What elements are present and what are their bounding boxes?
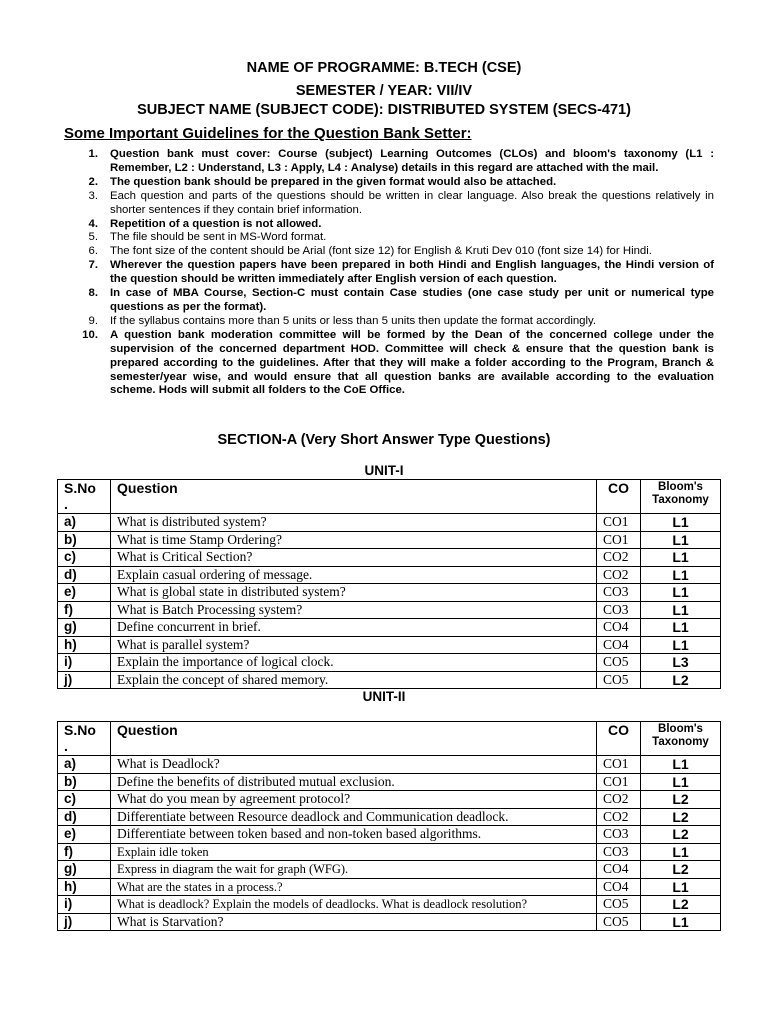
blooms-level-cell: L2 <box>641 808 721 826</box>
blooms-level-cell: L1 <box>641 601 721 619</box>
table-row <box>58 671 721 689</box>
table-row <box>58 636 721 654</box>
sno-cell: c) <box>58 791 111 809</box>
guideline-item: 1. Question bank must cover: Course (subject) Learning Outcomes (CLOs) and bloom's taxonomy (L1 : Remember, L2 : Understand, L3 : Apply, L4 : Analyse) details in this regard are attached with the mail. <box>88 148 714 174</box>
question-header: Question <box>111 722 597 756</box>
question-cell: Explain the concept of shared memory. <box>111 671 597 689</box>
guidelines-title: Some Important Guidelines for the Question Bank Setter: <box>64 125 472 142</box>
question-cell: What is parallel system? <box>111 636 597 654</box>
blooms-level-cell: L1 <box>641 531 721 549</box>
co-cell: CO4 <box>597 636 641 654</box>
blooms-level-cell: L1 <box>641 584 721 602</box>
guideline-item: 7. Wherever the question papers have been prepared in both Hindi and English languages, the Hindi version of the question should be written immediately after English version of each question. <box>88 259 714 286</box>
programme-heading: NAME OF PROGRAMME: B.TECH (CSE) <box>246 60 522 76</box>
question-cell: Differentiate between token based and non-token based algorithms. <box>111 826 597 844</box>
sno-cell: f) <box>58 843 111 861</box>
table-row <box>58 913 721 931</box>
blooms-level-cell: L1 <box>641 756 721 774</box>
blooms-level-cell: L1 <box>641 878 721 896</box>
table-row <box>58 654 721 672</box>
question-cell: What is Critical Section? <box>111 549 597 567</box>
question-cell: Differentiate between Resource deadlock and Communication deadlock. <box>111 808 597 826</box>
blooms-level-cell: L1 <box>641 514 721 532</box>
sno-cell: g) <box>58 619 111 637</box>
guideline-item: 3. Each question and parts of the questions should be written in clear language. Also break the questions relatively in shorter sentences if they contain brief information. <box>88 189 714 216</box>
guideline-item: 2. The question bank should be prepared in the given format would also be attached. <box>88 175 557 188</box>
co-header: CO <box>597 722 641 756</box>
table-row <box>58 878 721 896</box>
question-cell: What is Deadlock? <box>111 756 597 774</box>
question-cell: Define concurrent in brief. <box>111 619 597 637</box>
co-cell: CO5 <box>597 654 641 672</box>
section-a-heading: SECTION-A (Very Short Answer Type Questions) <box>217 432 551 448</box>
sno-header: S.No . <box>58 722 111 756</box>
guideline-item: 5. The file should be sent in MS-Word format. <box>88 231 327 244</box>
blooms-level-cell: L1 <box>641 549 721 567</box>
question-cell: What is Batch Processing system? <box>111 601 597 619</box>
question-cell: Explain casual ordering of message. <box>111 566 597 584</box>
table-row <box>58 566 721 584</box>
blooms-level-cell: L1 <box>641 843 721 861</box>
sno-cell: j) <box>58 671 111 689</box>
sno-cell: d) <box>58 808 111 826</box>
blooms-level-cell: L2 <box>641 861 721 879</box>
unit-1-heading: UNIT-I <box>364 463 404 478</box>
table-row <box>58 601 721 619</box>
table-header-row <box>58 480 721 514</box>
table-row <box>58 808 721 826</box>
sno-cell: i) <box>58 654 111 672</box>
sno-cell: a) <box>58 756 111 774</box>
blooms-header: Bloom's Taxonomy <box>641 480 721 514</box>
question-header: Question <box>111 480 597 514</box>
co-cell: CO2 <box>597 549 641 567</box>
question-cell: Explain the importance of logical clock. <box>111 654 597 672</box>
co-cell: CO4 <box>597 619 641 637</box>
co-cell: CO1 <box>597 531 641 549</box>
co-cell: CO2 <box>597 566 641 584</box>
blooms-header: Bloom's Taxonomy <box>641 722 721 756</box>
co-cell: CO3 <box>597 826 641 844</box>
blooms-level-cell: L1 <box>641 566 721 584</box>
co-cell: CO5 <box>597 671 641 689</box>
blooms-level-cell: L1 <box>641 636 721 654</box>
co-cell: CO4 <box>597 878 641 896</box>
co-cell: CO1 <box>597 514 641 532</box>
table-row <box>58 549 721 567</box>
table-row <box>58 531 721 549</box>
co-header: CO <box>597 480 641 514</box>
unit-1-table <box>57 479 721 689</box>
sno-header: S.No . <box>58 480 111 514</box>
table-row <box>58 843 721 861</box>
co-cell: CO3 <box>597 584 641 602</box>
question-cell: What is global state in distributed system? <box>111 584 597 602</box>
co-cell: CO1 <box>597 756 641 774</box>
co-cell: CO4 <box>597 861 641 879</box>
question-cell: Define the benefits of distributed mutual exclusion. <box>111 773 597 791</box>
table-row <box>58 791 721 809</box>
table-row <box>58 619 721 637</box>
blooms-level-cell: L1 <box>641 773 721 791</box>
guideline-item: 4. Repetition of a question is not allowed. <box>88 217 322 230</box>
blooms-level-cell: L2 <box>641 791 721 809</box>
sno-cell: i) <box>58 896 111 914</box>
blooms-level-cell: L2 <box>641 896 721 914</box>
co-cell: CO5 <box>597 896 641 914</box>
co-cell: CO5 <box>597 913 641 931</box>
sno-cell: e) <box>58 826 111 844</box>
guideline-item: 6. The font size of the content should be Arial (font size 12) for English & Kruti Dev 010 (font size 14) for Hindi. <box>88 245 652 258</box>
sno-cell: b) <box>58 773 111 791</box>
co-cell: CO3 <box>597 601 641 619</box>
sno-cell: c) <box>58 549 111 567</box>
question-cell: What is time Stamp Ordering? <box>111 531 597 549</box>
blooms-level-cell: L1 <box>641 619 721 637</box>
sno-cell: f) <box>58 601 111 619</box>
guidelines-list <box>60 148 714 398</box>
sno-cell: j) <box>58 913 111 931</box>
guideline-item: 9. If the syllabus contains more than 5 units or less than 5 units then update the format accordingly. <box>88 314 597 327</box>
table-row <box>58 896 721 914</box>
table-row <box>58 861 721 879</box>
table-row <box>58 584 721 602</box>
table-row <box>58 773 721 791</box>
question-cell: What is distributed system? <box>111 514 597 532</box>
question-cell: Explain idle token <box>111 843 597 861</box>
guideline-item: 8. In case of MBA Course, Section-C must contain Case studies (one case study per unit or numerical type questions as per the format). <box>88 287 714 313</box>
co-cell: CO1 <box>597 773 641 791</box>
co-cell: CO3 <box>597 843 641 861</box>
sno-cell: b) <box>58 531 111 549</box>
sno-cell: h) <box>58 636 111 654</box>
sno-cell: g) <box>58 861 111 879</box>
table-header-row <box>58 722 721 756</box>
table-row <box>58 756 721 774</box>
sno-cell: e) <box>58 584 111 602</box>
question-cell: What is Starvation? <box>111 913 597 931</box>
co-cell: CO2 <box>597 808 641 826</box>
semester-heading: SEMESTER / YEAR: VII/IV <box>295 83 473 99</box>
co-cell: CO2 <box>597 791 641 809</box>
sno-cell: d) <box>58 566 111 584</box>
sno-cell: a) <box>58 514 111 532</box>
blooms-level-cell: L1 <box>641 913 721 931</box>
question-cell: What is deadlock? Explain the models of deadlocks. What is deadlock resolution? <box>111 896 597 914</box>
unit-2-heading: UNIT-II <box>362 689 406 704</box>
question-cell: What are the states in a process.? <box>111 878 597 896</box>
question-cell: Express in diagram the wait for graph (WFG). <box>111 861 597 879</box>
unit-2-table <box>57 721 721 931</box>
table-row <box>58 514 721 532</box>
table-row <box>58 826 721 844</box>
blooms-level-cell: L2 <box>641 826 721 844</box>
blooms-level-cell: L2 <box>641 671 721 689</box>
blooms-level-cell: L3 <box>641 654 721 672</box>
sno-cell: h) <box>58 878 111 896</box>
guideline-item: 10. A question bank moderation committee will be formed by the Dean of the concerned college under the supervision of the concerned department HOD. Committee will check & ensure that the question bank is prepared according to the guidelines. After that they will make a folder according to the Program, Branch & semester/year wise, and would ensure that all question banks are available according to the evaluation scheme. Hods will submit all folders to the CoE Office. <box>82 328 714 397</box>
subject-heading: SUBJECT NAME (SUBJECT CODE): DISTRIBUTED SYSTEM (SECS-471) <box>137 102 631 118</box>
question-cell: What do you mean by agreement protocol? <box>111 791 597 809</box>
